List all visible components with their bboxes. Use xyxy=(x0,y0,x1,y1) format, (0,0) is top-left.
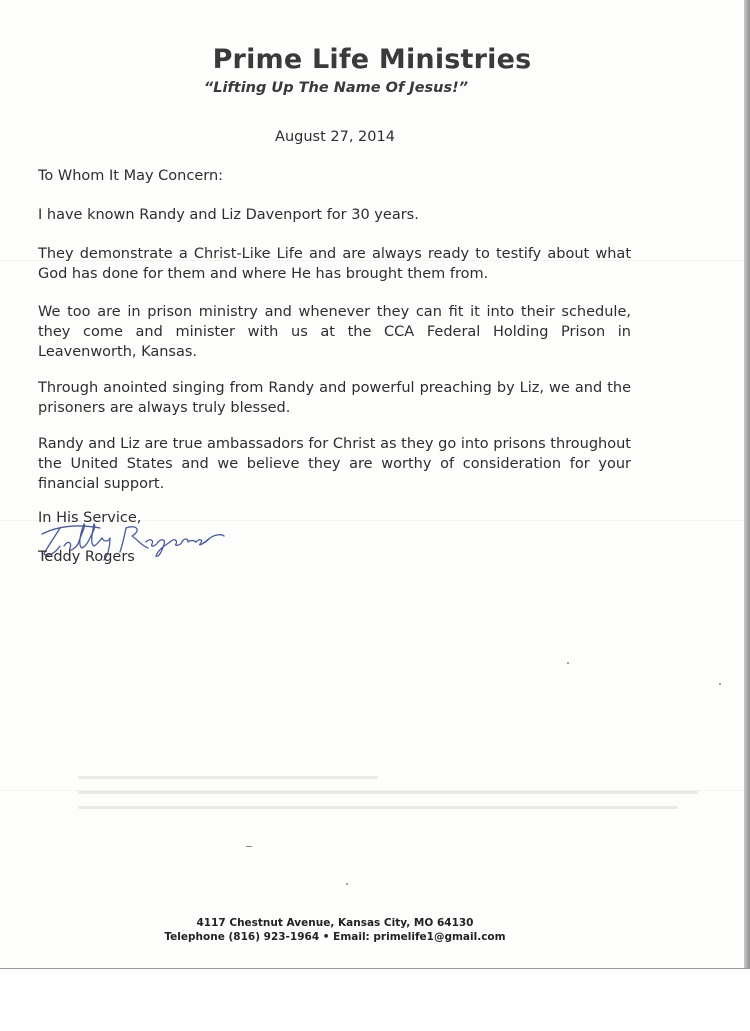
paper-speck xyxy=(346,883,348,885)
paper-speck xyxy=(567,662,569,664)
scan-edge-right xyxy=(744,0,750,1031)
letter-closing: In His Service, xyxy=(38,510,142,526)
letter-salutation: To Whom It May Concern: xyxy=(38,168,224,184)
letter-paragraph: Through anointed singing from Randy and powerful preaching by Liz, we and the prisoners are always truly blessed. xyxy=(38,380,631,416)
letter-paragraph: Randy and Liz are true ambassadors for Christ as they go into prisons throughout the United States and we believe they are worthy of consideration for your financial support. xyxy=(38,436,631,492)
letter-date: August 27, 2014 xyxy=(275,129,395,145)
letterhead-organization: Prime Life Ministries xyxy=(212,44,532,75)
letter-signer-name: Teddy Rogers xyxy=(38,549,135,565)
letter-paragraph: They demonstrate a Christ-Like Life and are always ready to testify about what God has done for them and where He has brought them from. xyxy=(38,246,631,282)
letter-paragraph: We too are in prison ministry and whenever they can fit it into their schedule, they come and minister with us at the CCA Federal Holding Prison in Leavenworth, Kansas. xyxy=(38,304,631,360)
bleed-through-text xyxy=(78,776,718,836)
footer-contact: Telephone (816) 923-1964 • Email: primelife1@gmail.com xyxy=(164,931,506,943)
paper-speck xyxy=(719,683,721,685)
letter-paragraph: I have known Randy and Liz Davenport for 30 years. xyxy=(38,207,419,223)
paper-speck xyxy=(246,846,252,847)
footer-address: 4117 Chestnut Avenue, Kansas City, MO 64130 xyxy=(196,917,474,929)
letterhead-tagline: “Lifting Up The Name Of Jesus!” xyxy=(203,80,469,96)
scan-edge-bottom xyxy=(0,968,750,1031)
